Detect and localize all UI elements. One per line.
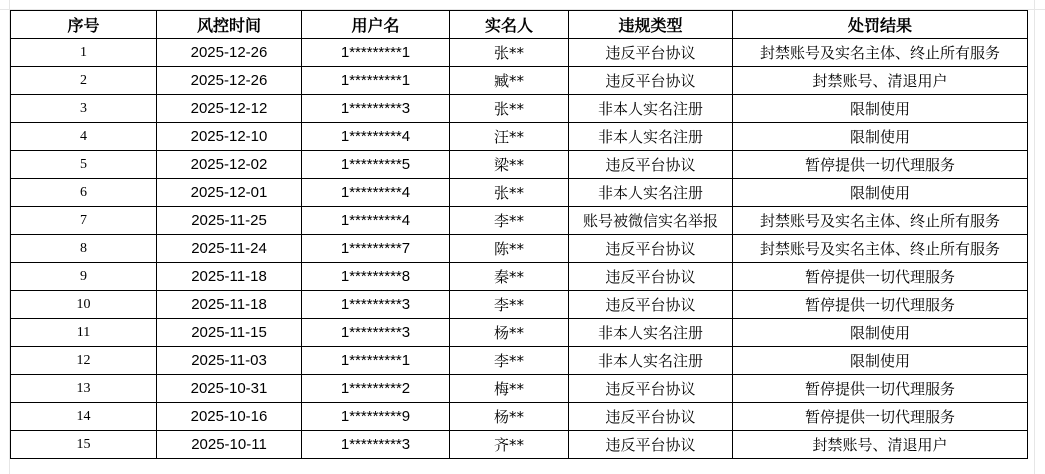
cell-username[interactable]: 1*********5	[302, 151, 450, 179]
cell-time[interactable]: 2025-12-01	[157, 179, 302, 207]
cell-penalty[interactable]: 封禁账号、清退用户	[733, 67, 1028, 95]
cell-penalty[interactable]: 暂停提供一切代理服务	[733, 263, 1028, 291]
cell-violation[interactable]: 违反平台协议	[569, 235, 733, 263]
cell-username[interactable]: 1*********2	[302, 375, 450, 403]
cell-username[interactable]: 1*********4	[302, 207, 450, 235]
table-row	[11, 347, 1028, 375]
table-row	[11, 151, 1028, 179]
table-row	[11, 179, 1028, 207]
cell-username[interactable]: 1*********8	[302, 263, 450, 291]
cell-penalty[interactable]: 暂停提供一切代理服务	[733, 151, 1028, 179]
cell-realname[interactable]: 张**	[450, 39, 569, 67]
cell-index[interactable]: 7	[11, 207, 157, 235]
table-header-row	[11, 11, 1028, 39]
cell-time[interactable]: 2025-11-24	[157, 235, 302, 263]
risk-control-table	[10, 10, 1028, 459]
table-row	[11, 67, 1028, 95]
cell-username[interactable]: 1*********1	[302, 67, 450, 95]
cell-penalty[interactable]: 限制使用	[733, 123, 1028, 151]
cell-realname[interactable]: 杨**	[450, 319, 569, 347]
header-cell-violation[interactable]: 违规类型	[569, 11, 733, 39]
table-row	[11, 39, 1028, 67]
cell-username[interactable]: 1*********3	[302, 291, 450, 319]
header-cell-index[interactable]: 序号	[11, 11, 157, 39]
cell-username[interactable]: 1*********7	[302, 235, 450, 263]
cell-index[interactable]: 8	[11, 235, 157, 263]
grid-line	[1034, 0, 1035, 474]
cell-penalty[interactable]: 暂停提供一切代理服务	[733, 291, 1028, 319]
cell-index[interactable]: 14	[11, 403, 157, 431]
cell-time[interactable]: 2025-12-10	[157, 123, 302, 151]
cell-violation[interactable]: 违反平台协议	[569, 375, 733, 403]
cell-index[interactable]: 4	[11, 123, 157, 151]
cell-realname[interactable]: 张**	[450, 179, 569, 207]
cell-time[interactable]: 2025-11-18	[157, 291, 302, 319]
table-row	[11, 235, 1028, 263]
cell-username[interactable]: 1*********3	[302, 95, 450, 123]
cell-realname[interactable]: 陈**	[450, 235, 569, 263]
cell-violation[interactable]: 违反平台协议	[569, 151, 733, 179]
header-cell-penalty[interactable]: 处罚结果	[733, 11, 1028, 39]
cell-realname[interactable]: 臧**	[450, 67, 569, 95]
cell-username[interactable]: 1*********1	[302, 39, 450, 67]
cell-penalty[interactable]: 暂停提供一切代理服务	[733, 375, 1028, 403]
cell-index[interactable]: 9	[11, 263, 157, 291]
cell-username[interactable]: 1*********1	[302, 347, 450, 375]
cell-realname[interactable]: 李**	[450, 207, 569, 235]
cell-penalty[interactable]: 封禁账号、清退用户	[733, 431, 1028, 459]
cell-violation[interactable]: 违反平台协议	[569, 67, 733, 95]
header-cell-username[interactable]: 用户名	[302, 11, 450, 39]
cell-time[interactable]: 2025-12-26	[157, 39, 302, 67]
cell-realname[interactable]: 李**	[450, 291, 569, 319]
cell-time[interactable]: 2025-10-31	[157, 375, 302, 403]
cell-time[interactable]: 2025-11-25	[157, 207, 302, 235]
cell-penalty[interactable]: 暂停提供一切代理服务	[733, 403, 1028, 431]
cell-index[interactable]: 10	[11, 291, 157, 319]
cell-username[interactable]: 1*********9	[302, 403, 450, 431]
table-row	[11, 291, 1028, 319]
cell-realname[interactable]: 梅**	[450, 375, 569, 403]
cell-time[interactable]: 2025-11-18	[157, 263, 302, 291]
header-cell-time[interactable]: 风控时间	[157, 11, 302, 39]
cell-index[interactable]: 1	[11, 39, 157, 67]
cell-violation[interactable]: 违反平台协议	[569, 263, 733, 291]
cell-realname[interactable]: 秦**	[450, 263, 569, 291]
cell-index[interactable]: 2	[11, 67, 157, 95]
cell-index[interactable]: 12	[11, 347, 157, 375]
cell-violation[interactable]: 非本人实名注册	[569, 179, 733, 207]
cell-penalty[interactable]: 封禁账号及实名主体、终止所有服务	[733, 39, 1028, 67]
cell-violation[interactable]: 非本人实名注册	[569, 123, 733, 151]
table-row	[11, 403, 1028, 431]
table-row	[11, 431, 1028, 459]
cell-index[interactable]: 15	[11, 431, 157, 459]
cell-username[interactable]: 1*********4	[302, 179, 450, 207]
cell-violation[interactable]: 违反平台协议	[569, 291, 733, 319]
cell-realname[interactable]: 梁**	[450, 151, 569, 179]
table-row	[11, 263, 1028, 291]
cell-time[interactable]: 2025-11-03	[157, 347, 302, 375]
cell-realname[interactable]: 张**	[450, 95, 569, 123]
table-row	[11, 123, 1028, 151]
header-cell-realname[interactable]: 实名人	[450, 11, 569, 39]
cell-index[interactable]: 11	[11, 319, 157, 347]
cell-penalty[interactable]: 限制使用	[733, 347, 1028, 375]
cell-time[interactable]: 2025-10-11	[157, 431, 302, 459]
cell-violation[interactable]: 非本人实名注册	[569, 319, 733, 347]
cell-time[interactable]: 2025-12-26	[157, 67, 302, 95]
cell-violation[interactable]: 违反平台协议	[569, 431, 733, 459]
cell-realname[interactable]: 杨**	[450, 403, 569, 431]
cell-penalty[interactable]: 封禁账号及实名主体、终止所有服务	[733, 207, 1028, 235]
cell-violation[interactable]: 非本人实名注册	[569, 95, 733, 123]
cell-time[interactable]: 2025-11-15	[157, 319, 302, 347]
cell-violation[interactable]: 账号被微信实名举报	[569, 207, 733, 235]
cell-realname[interactable]: 齐**	[450, 431, 569, 459]
cell-index[interactable]: 6	[11, 179, 157, 207]
cell-penalty[interactable]: 限制使用	[733, 319, 1028, 347]
cell-username[interactable]: 1*********4	[302, 123, 450, 151]
cell-time[interactable]: 2025-10-16	[157, 403, 302, 431]
cell-time[interactable]: 2025-12-12	[157, 95, 302, 123]
cell-time[interactable]: 2025-12-02	[157, 151, 302, 179]
cell-penalty[interactable]: 限制使用	[733, 179, 1028, 207]
cell-index[interactable]: 3	[11, 95, 157, 123]
cell-username[interactable]: 1*********3	[302, 431, 450, 459]
cell-violation[interactable]: 违反平台协议	[569, 39, 733, 67]
cell-index[interactable]: 13	[11, 375, 157, 403]
cell-realname[interactable]: 汪**	[450, 123, 569, 151]
cell-realname[interactable]: 李**	[450, 347, 569, 375]
table-row	[11, 319, 1028, 347]
table-row	[11, 95, 1028, 123]
cell-penalty[interactable]: 封禁账号及实名主体、终止所有服务	[733, 235, 1028, 263]
cell-username[interactable]: 1*********3	[302, 319, 450, 347]
table-row	[11, 375, 1028, 403]
table-row	[11, 207, 1028, 235]
cell-penalty[interactable]: 限制使用	[733, 95, 1028, 123]
cell-index[interactable]: 5	[11, 151, 157, 179]
cell-violation[interactable]: 非本人实名注册	[569, 347, 733, 375]
cell-violation[interactable]: 违反平台协议	[569, 403, 733, 431]
